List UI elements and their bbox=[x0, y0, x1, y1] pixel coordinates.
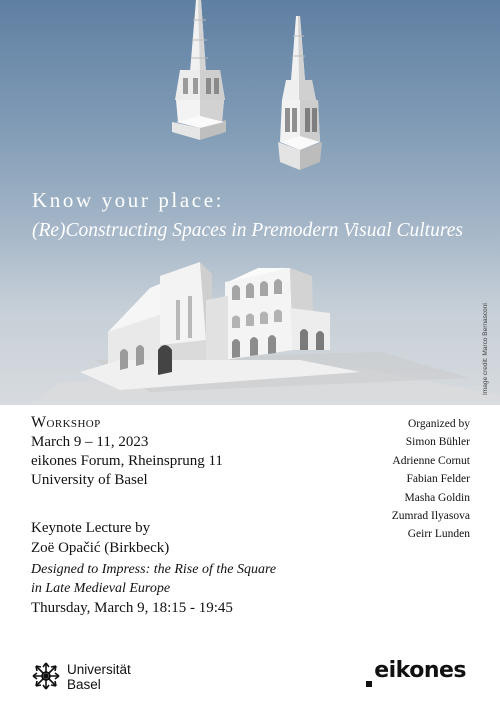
workshop-venue: eikones Forum, Rheinsprung 11 bbox=[31, 453, 223, 469]
workshop-institution: University of Basel bbox=[31, 472, 148, 488]
basel-crest-icon bbox=[30, 660, 62, 692]
keynote-talk-title-line1: Designed to Impress: the Rise of the Square bbox=[31, 562, 277, 577]
organizers-block bbox=[392, 415, 470, 544]
keynote-speaker: Zoë Opačić (Birkbeck) bbox=[31, 540, 170, 556]
floating-spire-left bbox=[172, 0, 226, 140]
workshop-label: Workshop bbox=[31, 414, 101, 431]
organizer-name: Geirr Lunden bbox=[407, 528, 470, 541]
eikones-square-mark bbox=[366, 681, 372, 687]
keynote-time: Thursday, March 9, 18:15 - 19:45 bbox=[31, 600, 233, 616]
organizer-name: Zumrad Ilyasova bbox=[391, 510, 470, 523]
organizer-name: Masha Goldin bbox=[404, 491, 470, 504]
poster-title: Know your place: bbox=[32, 188, 225, 212]
keynote-talk-title-line2: in Late Medieval Europe bbox=[31, 581, 171, 596]
organizers-label: Organized by bbox=[407, 418, 470, 430]
image-credit: Image credit: Marco Bernasconi bbox=[482, 303, 489, 395]
eikones-logo bbox=[370, 658, 466, 692]
keynote-heading: Keynote Lecture by bbox=[31, 520, 151, 536]
church-model bbox=[80, 262, 360, 390]
university-name: Universität Basel bbox=[67, 662, 131, 692]
organizer-name: Adrienne Cornut bbox=[392, 454, 470, 467]
eikones-wordmark: eikones bbox=[374, 658, 466, 683]
workshop-dates: March 9 – 11, 2023 bbox=[31, 434, 149, 450]
organizer-name: Fabian Felder bbox=[406, 473, 470, 486]
university-basel-logo bbox=[30, 660, 170, 696]
poster-subtitle: (Re)Constructing Spaces in Premodern Visual Cultures bbox=[32, 220, 463, 241]
organizer-name: Simon Bühler bbox=[405, 436, 470, 449]
floating-spire-right bbox=[278, 16, 322, 170]
